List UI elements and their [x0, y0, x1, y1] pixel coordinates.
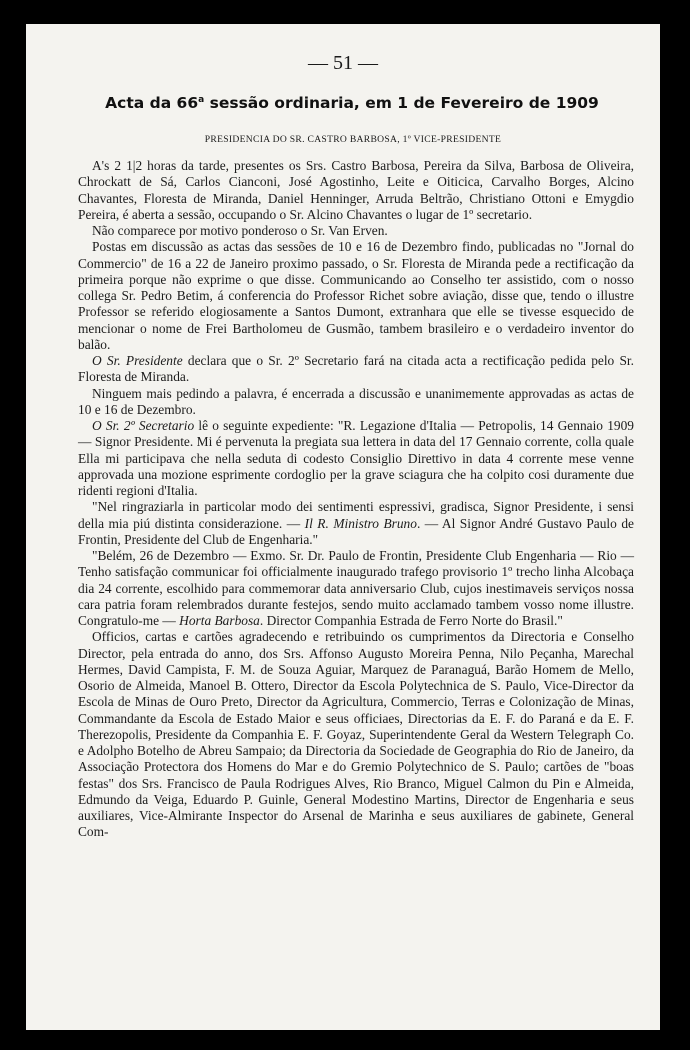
title-ordinal-suffix: a: [198, 94, 205, 105]
letter-signature: Il R. Ministro Bruno: [304, 515, 417, 531]
secretary-reading-text: lê o seguinte expediente: "R. Legazione d'Italia — Petropolis, 14 Gennaio 1909 — Signor Presidente. Mi é pervenuta la pregiata sua lettera in data del 17 Gennaio corrente, colla quale Ella mi participava che nella seduta di codesto Consiglio Direttivo in data 4 corrente mese venne approvada una mozione esprimente cordoglio per la grave sciagura che ha colpito cosi duramente due ridenti regioni d'Italia.: [78, 418, 634, 498]
president-declaration-text: declara que o Sr. 2º Secretario fará na citada acta a rectificação pedida pelo Sr. Floresta de Miranda.: [78, 353, 634, 385]
title-end: sessão ordinaria, em 1 de Fevereiro de 1909: [204, 94, 599, 112]
speaker-secretary: O Sr. 2º Secretario: [92, 418, 195, 433]
paragraph-belem-telegram: [78, 548, 634, 629]
document-title: [60, 94, 644, 112]
telegram-signatory-title: . Director Companhia Estrada de Ferro Norte do Brasil.": [259, 613, 563, 628]
telegram-text: "Belém, 26 de Dezembro — Exmo. Sr. Dr. Paulo de Frontin, Presidente Club Engenharia — Rio — Tenho satisfação communicar foi officialmente inaugurado trafego provisorio 1º trecho linha Alcobaça dia 24 corrente, escolhido para commemorar data anniversario Club, cujos inestimaveis serviços nossa cara patria foram relembrados durante festejos, sendo muito acclamado tambem vosso nome illustre. Congratulo-me —: [78, 548, 634, 628]
paragraph-president-declaration: [78, 353, 634, 386]
paragraph-minutes-discussion: Postas em discussão as actas das sessões de 10 e 16 de Dezembro findo, publicadas no "Jornal do Commercio" de 16 a 22 de Janeiro proximo passado, o Sr. Floresta de Miranda pede a rectificação da primeira porque não exprime o que disse. Communicando ao Conselho ter assistido, com o nosso collega Sr. Pedro Betim, á conferencia do Professor Richet sobre aviação, disse que, tendo o illustre Professor se referido elogiosamente a Santos Dumont, extranhara que elle se tivesse esquecido de mencionar o nome de Frei Bartholomeu de Gusmão, tambem brasileiro e o verdadeiro inventor do balão.: [78, 239, 634, 352]
paragraph-approval: Ninguem mais pedindo a palavra, é encerrada a discussão e unanimemente approvadas as actas de 10 e 16 de Dezembro.: [78, 385, 634, 417]
paragraph-italian-letter-close: [78, 499, 634, 548]
page-number: — 51 —: [308, 52, 378, 74]
document-page: [26, 24, 660, 1030]
letter-addressee: . — Al Signor André Gustavo Paulo de Frontin, Presidente del Club de Engenharia.": [78, 515, 634, 547]
document-body: [78, 158, 634, 841]
telegram-signature: Horta Barbosa: [179, 613, 260, 628]
paragraph-secretary-reading: [78, 418, 634, 499]
paragraph-correspondence-list: Officios, cartas e cartões agradecendo e retribuindo os cumprimentos da Directoria e Conselho Director, pela entrada do anno, dos Srs. Affonso Augusto Moreira Penna, Nilo Peçanha, Marechal Hermes, David Campista, F. M. de Souza Aguiar, Marquez de Paranaguá, Barão Homem de Mello, Osorio de Almeida, Manoel B. Ottero, Director da Escola Polytechnica de S. Paulo, Vice-Director da Escola de Minas de Ouro Preto, Director da Agricultura, Commercio, Terras e Colonização de Minas, Commandante da Escola de Estado Maior e seus officiaes, Directorias da E. F. do Paraná e da E. F. Therezopolis, Presidente da Companhia E. F. Goyaz, Superintendente Geral da Western Telegraph Co. e Adolpho Botelho de Abreu Sampaio; da Directoria da Sociedade de Geographia do Rio de Janeiro, da Associação Protectora dos Homens do Mar e do Gremio Polytechnico de S. Paulo; cartões de "boas festas" dos Srs. Francisco de Paula Rodrigues Alves, Rio Branco, Miguel Calmon du Pin e Almeida, Edmundo da Veiga, Eduardo P. Guinle, General Modestino Martins, Director de Engenharia e seus auxiliares, Vice-Almirante Inspector do Arsenal de Marinha e seus auxiliares de gabinete, General Com-: [78, 629, 634, 840]
title-start: Acta da 66: [105, 94, 199, 112]
paragraph-absence: Não comparece por motivo ponderoso o Sr. Van Erven.: [92, 223, 388, 238]
presidency-line: PRESIDENCIA DO SR. CASTRO BARBOSA, 1º VICE-PRESIDENTE: [204, 134, 502, 145]
letter-close-text: "Nel ringraziarla in particolar modo dei sentimenti espressivi, gradisca, Signor Presidente, i sensi della mia piú distinta considerazione. —: [78, 499, 634, 531]
speaker-president: O Sr. Presidente: [92, 353, 183, 368]
paragraph-attendance: A's 2 1|2 horas da tarde, presentes os Srs. Castro Barbosa, Pereira da Silva, Barbosa de Oliveira, Chrockatt de Sá, Carlos Cianconi, José Agostinho, Leite e Oiticica, Carvalho Borges, Alcino Chavantes, Floresta de Miranda, Daniel Henninger, Arruda Beltrão, Christiano Ottoni e Emygdio Pereira, é aberta a sessão, occupando o Sr. Alcino Chavantes o lugar de 1º secretario.: [78, 158, 634, 222]
